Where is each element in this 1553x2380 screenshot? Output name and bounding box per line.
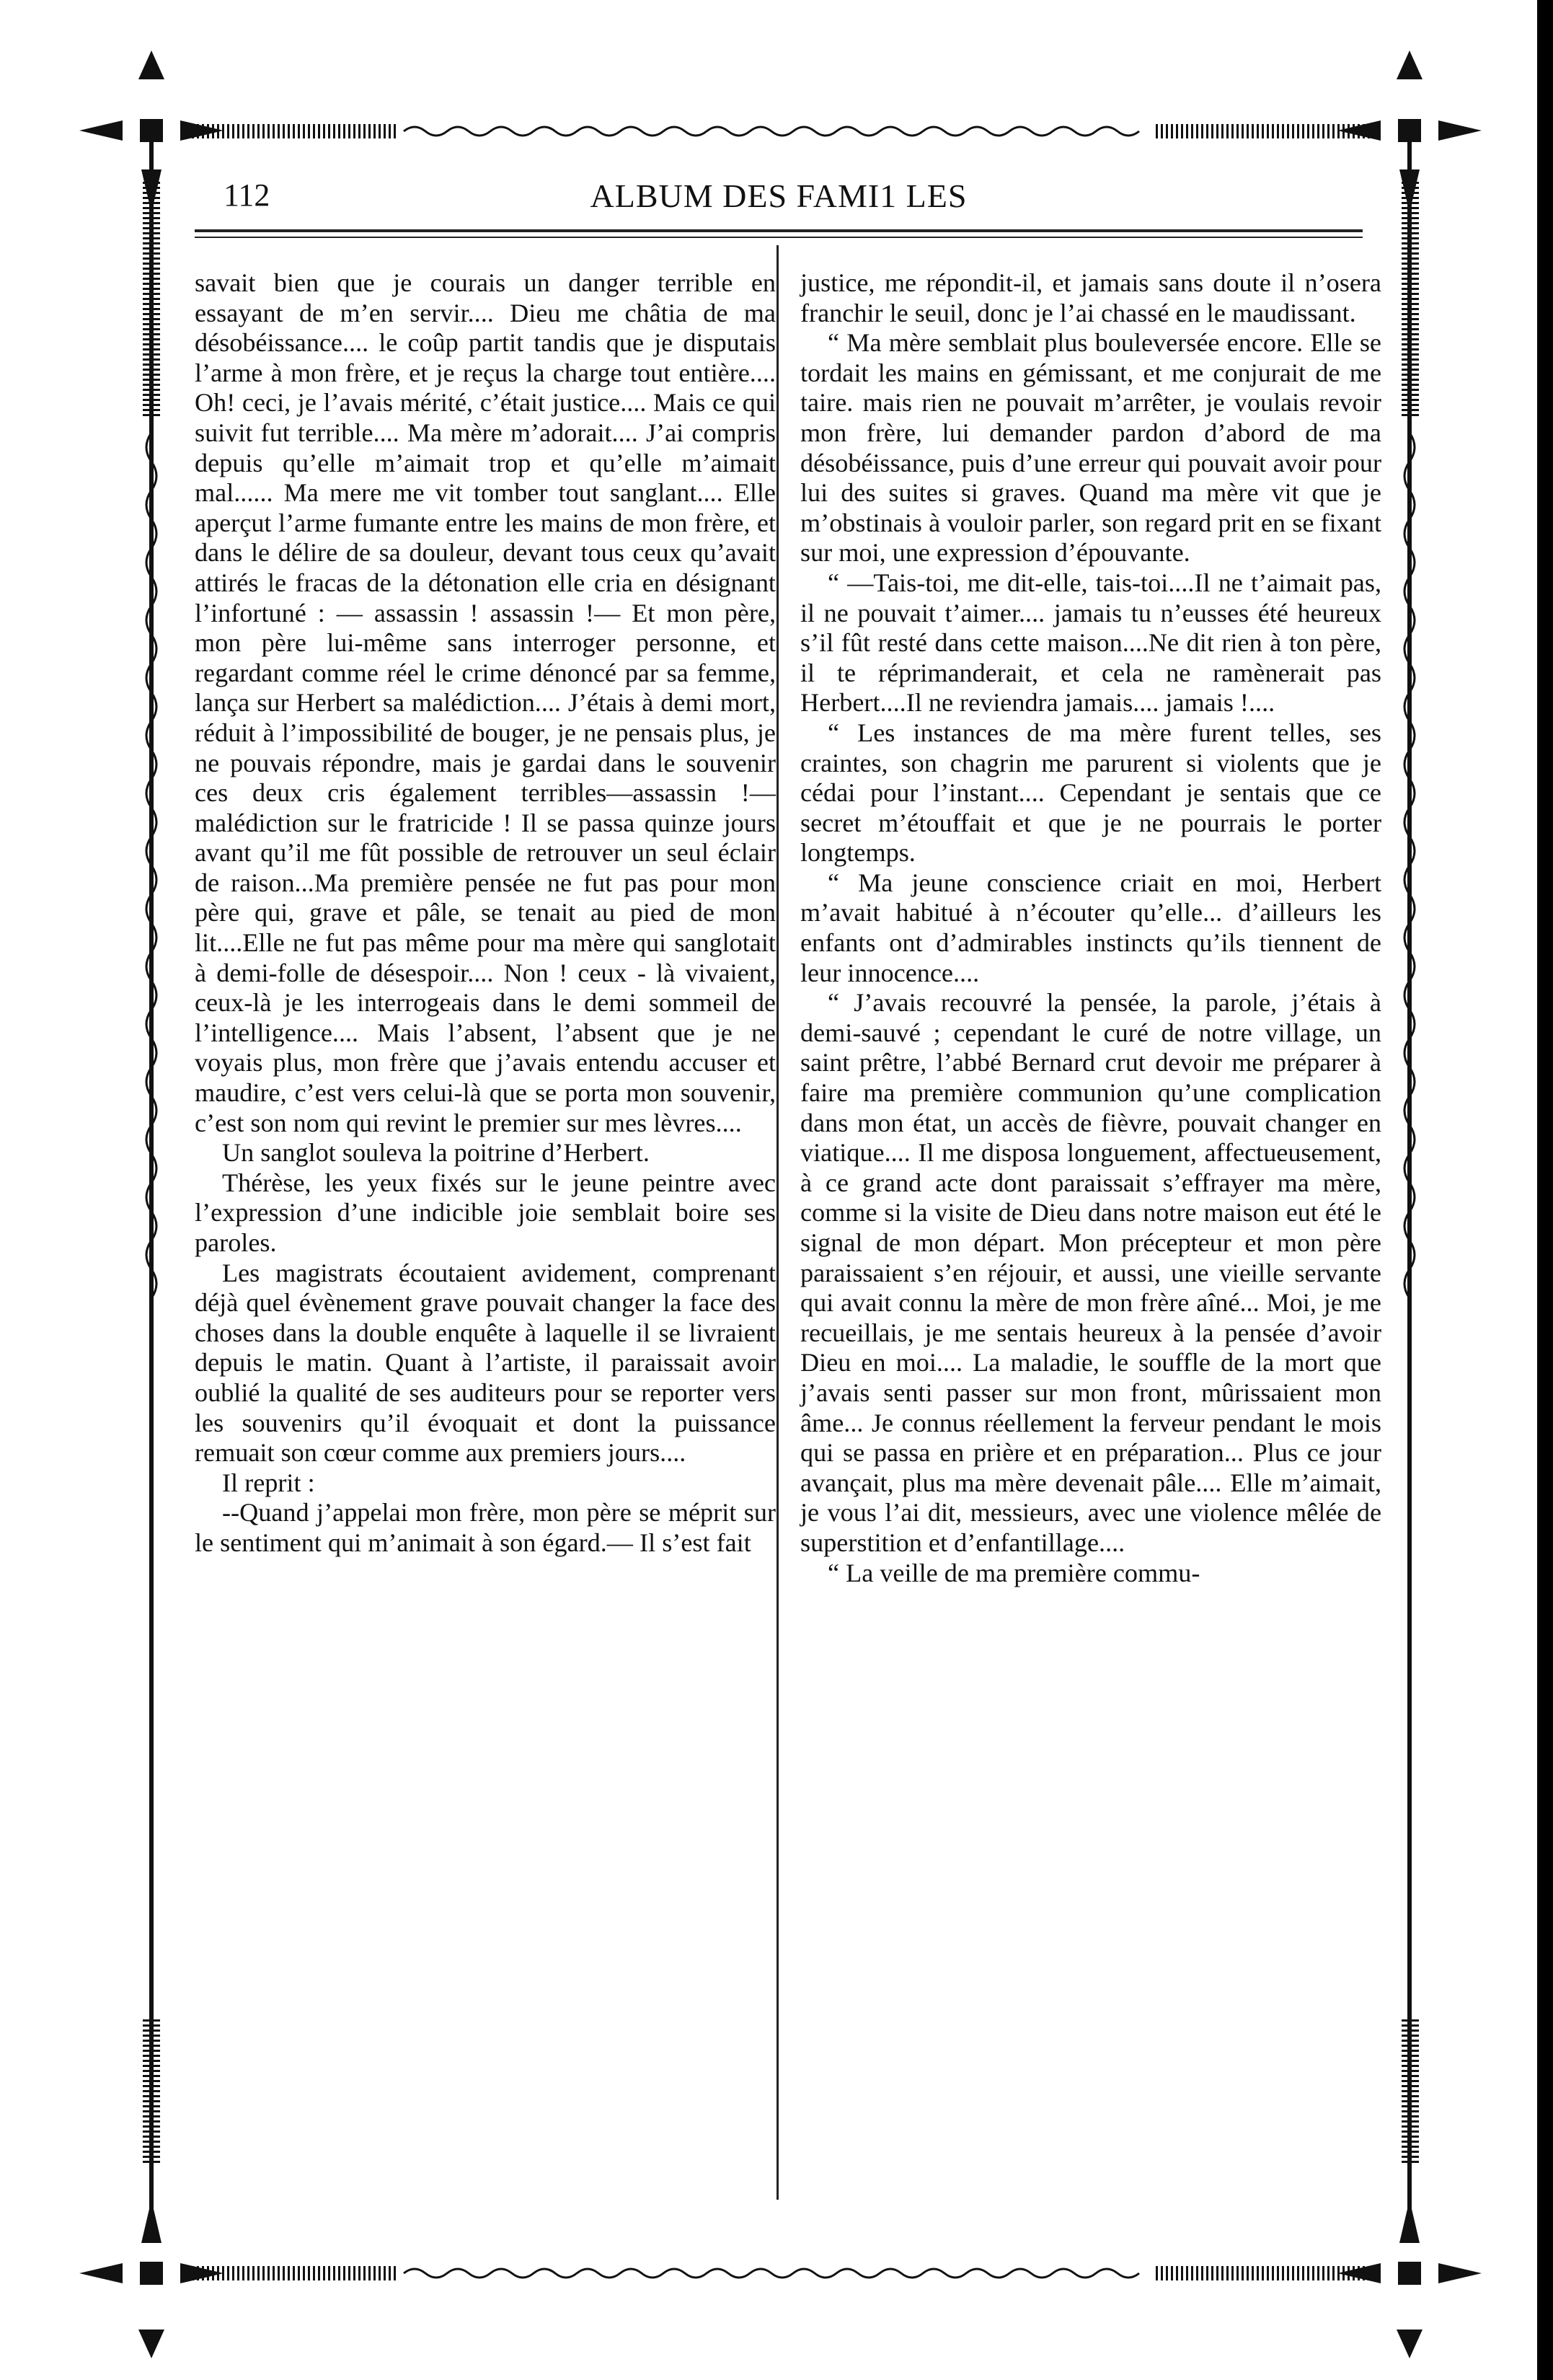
paragraph: Un sanglot souleva la poitrine d’Herbert. — [222, 1138, 650, 1168]
paragraph: Il reprit : — [222, 1468, 315, 1497]
paragraph: “ La veille de ma première commu- — [828, 1558, 1200, 1587]
right-column — [800, 268, 1381, 1588]
header-rule-thin — [195, 237, 1363, 238]
paragraph: “ J’avais recouvré la pensée, la parole, j’étais à demi-sauvé ; cependant le curé de notre village, un saint prêtre, l’abbé Bernard crut devoir me préparer à faire ma première communion qu’une complication dans mon état, un accès de fièvre, pouvait changer en viatique.... Il me disposa longuement, affectueusement, à ce grand acte dont paraissait s’effrayer ma mère, comme si la visite de Dieu dans notre maison eut été le signal de mon départ. Mon précepteur et mon père paraissaient s’en réjouir, et aussi, une vieille servante qui avait connu la mère de mon frère aîné... Moi, je me recueillais, je me sentais heureux à la pensée d’avoir Dieu en moi.... La maladie, le souffle de la mort que j’avais senti passer sur mon front, mûrissaient mon âme... Je connus réellement la ferveur pendant le mois qui se passa en prière et en préparation... Plus ce jour avançait, plus ma mère devenait pâle.... Elle m’aimait, je vous l’ai dit, messieurs, avec une violence mêlée de superstition et d’enfantillage.... — [800, 988, 1381, 1557]
header-rule — [195, 229, 1363, 232]
paragraph: justice, me répondit-il, et jamais sans doute il n’osera franchir le seuil, donc je l’ai chassé en le maudissant. — [800, 268, 1381, 327]
page-number: 112 — [224, 177, 270, 213]
paragraph: --Quand j’appelai mon frère, mon père se méprit sur le sentiment qui m’animait à son égard.— Il s’est fait — [195, 1498, 776, 1557]
running-title: ALBUM DES FAMI1 LES — [590, 177, 968, 214]
column-divider — [776, 245, 779, 2200]
page-header — [195, 177, 1363, 220]
paragraph: “ —Tais-toi, me dit-elle, tais-toi....Il ne t’aimait pas, il ne pouvait t’aimer.... jamais tu n’eusses été heureux s’il fût resté dans cette maison....Ne dit rien à ton père, il te réprimanderait, et cela ne ramènerait pas Herbert....Il ne reviendra jamais.... jamais !.... — [800, 568, 1381, 718]
left-column — [195, 268, 776, 1559]
paragraph: Les magistrats écoutaient avidement, comprenant déjà quel évènement grave pouvait changer la face des choses dans la double enquête à laquelle il se livraient depuis le matin. Quant à l’artiste, il paraissait avoir oublié la qualité de ses auditeurs pour se reporter vers les souvenirs qu’il évoquait et dont la puissance remuait son cœur comme aux premiers jours.... — [195, 1258, 776, 1468]
paragraph: “ Ma jeune conscience criait en moi, Herbert m’avait habitué à n’écouter qu’elle... d’ailleurs les enfants ont d’admirables instincts qu’ils tiennent de leur innocence.... — [800, 868, 1381, 987]
paragraph: “ Ma mère semblait plus bouleversée encore. Elle se tordait les mains en gémissant, et me conjurait de me taire. mais rien ne pouvait m’arrêter, je voulais revoir mon frère, lui demander pardon d’abord de ma désobéissance, puis d’une erreur qui pouvait avoir pour lui des suites si graves. Quand ma mère vit que je m’obstinais à vouloir parler, son regard prit en se fixant sur moi, une expression d’épouvante. — [800, 328, 1381, 568]
paragraph: savait bien que je courais un danger terrible en essayant de m’en servir.... Dieu me châtia de ma désobéissance.... le coûp partit tandis que je disputais l’arme à mon frère, et je reçus la charge tout entière.... Oh! ceci, je l’avais mérité, c’était justice.... Mais ce qui suivit fut terrible.... Ma mère m’adorait.... J’ai compris depuis qu’elle m’aimait trop et qu’elle m’aimait mal...... Ma mere me vit tomber tout sanglant.... Elle aperçut l’arme fumante entre les mains de mon frère, et dans le délire de sa douleur, devant tous ceux qu’avait attirés le fracas de la détonation elle cria en désignant l’infortuné : — assassin ! assassin !— Et mon père, mon père lui-même sans interroger personne, et regardant comme réel le crime dénoncé par sa femme, lança sur Herbert sa malédiction.... J’étais à demi mort, réduit à l’impossibilité de bouger, je ne pensais plus, je ne pouvais répondre, mais je gardai dans le souvenir ces deux cris également terribles—assassin !—malédiction sur le fratricide ! Il se passa quinze jours avant qu’il me fût possible de retrouver un seul éclair de raison...Ma première pensée ne fut pas pour mon père qui, grave et pâle, se tenait au pied de mon lit....Elle ne fut pas même pour ma mère qui sanglotait à demi-folle de désespoir.... Non ! ceux - là vivaient, ceux-là je les interrogeais dans le demi sommeil de l’intelligence.... Mais l’absent, l’absent que je ne voyais plus, mon frère que j’avais entendu accuser et maudire, c’est vers celui-là que se porta mon souvenir, c’est son nom qui revint le premier sur mes lèvres.... — [195, 268, 776, 1137]
paragraph: Thérèse, les yeux fixés sur le jeune peintre avec l’expression d’une indicible joie semblait boire ses paroles. — [195, 1168, 776, 1257]
paragraph: “ Les instances de ma mère furent telles, ses craintes, son chagrin me parurent si violents que je cédai pour l’instant.... Cependant je sentais que ce secret m’étouffait et que je ne pourrais le porter longtemps. — [800, 718, 1381, 868]
page-edge-shadow — [1537, 0, 1553, 2380]
